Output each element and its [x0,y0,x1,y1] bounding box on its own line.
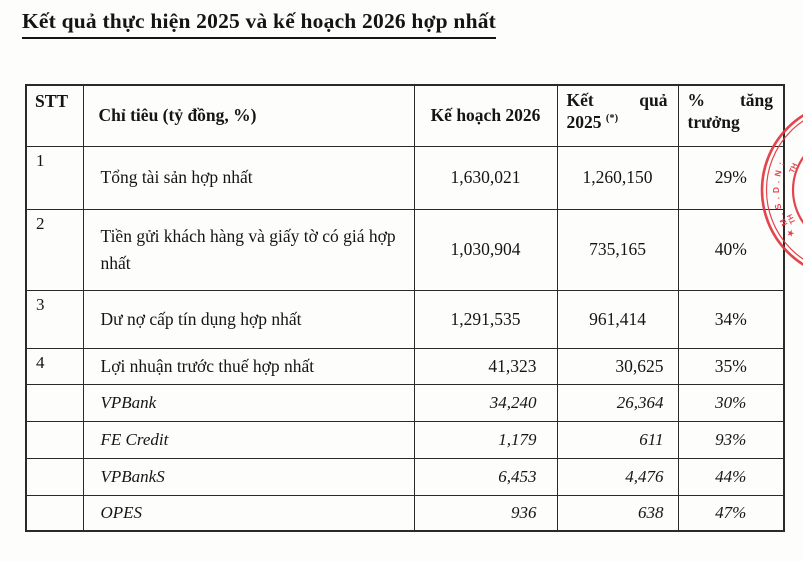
cell-growth: 35% [678,348,784,384]
cell-growth: 30% [678,384,784,421]
cell-indicator: Tiền gửi khách hàng và giấy tờ có giá hợp nhất [83,209,414,290]
cell-indicator: VPBank [83,384,414,421]
cell-stt [26,421,83,458]
cell-growth: 44% [678,458,784,495]
cell-result: 26,364 [557,384,678,421]
header-result-word1: Kết [566,90,594,110]
table-header-row [26,85,784,146]
cell-result: 638 [557,495,678,531]
cell-growth: 47% [678,495,784,531]
header-growth-word1: % [687,90,705,110]
table-row [26,458,784,495]
cell-growth: 93% [678,421,784,458]
cell-plan: 1,179 [414,421,557,458]
header-indicator: Chỉ tiêu (tỷ đồng, %) [83,85,414,146]
header-growth-word2: tăng [739,90,773,110]
cell-plan: 1,291,535 [414,290,557,348]
cell-result: 30,625 [557,348,678,384]
header-growth [678,85,784,146]
cell-plan: 1,630,021 [414,146,557,209]
cell-plan: 1,030,904 [414,209,557,290]
cell-indicator: Lợi nhuận trước thuế hợp nhất [83,348,414,384]
stamp-letter: : [775,160,787,167]
cell-result: 735,165 [557,209,678,290]
stamp-letter: . [775,211,786,218]
cell-result: 4,476 [557,458,678,495]
header-result-year: 2025 [566,112,602,132]
cell-result: 961,414 [557,290,678,348]
header-result-word2: quả [639,90,668,110]
stamp-letter: N [772,169,784,178]
cell-indicator: Tổng tài sản hợp nhất [83,146,414,209]
cell-stt [26,384,83,421]
cell-stt [26,458,83,495]
cell-growth: 40% [678,209,784,290]
stamp-letter: . [771,179,782,184]
cell-plan: 41,323 [414,348,557,384]
cell-indicator: FE Credit [83,421,414,458]
header-plan-2026: Kế hoạch 2026 [414,85,557,146]
table-row [26,146,784,209]
table-row [26,209,784,290]
cell-stt: 4 [26,348,83,384]
cell-result: 611 [557,421,678,458]
table-row [26,290,784,348]
cell-stt: 1 [26,146,83,209]
cell-stt [26,495,83,531]
header-result-2025 [557,85,678,146]
header-growth-line2: trưởng [687,112,740,132]
table-row [26,348,784,384]
stamp-inner-text: TH [785,212,798,226]
table-row [26,421,784,458]
header-result-footnote: (*) [605,113,619,125]
cell-stt: 3 [26,290,83,348]
stamp-letter: S [772,202,784,211]
cell-result: 1,260,150 [557,146,678,209]
stamp-letter: M [777,217,790,228]
stamp-inner-text: TH [787,161,800,175]
stamp-letter: D [771,186,781,194]
cell-stt: 2 [26,209,83,290]
cell-indicator: VPBankS [83,458,414,495]
cell-growth: 29% [678,146,784,209]
stamp-star-icon: ★ [784,227,797,239]
cell-plan: 6,453 [414,458,557,495]
cell-indicator: OPES [83,495,414,531]
table-row [26,495,784,531]
header-stt: STT [26,85,83,146]
page-title: Kết quả thực hiện 2025 và kế hoạch 2026 hợp nhất [22,9,496,39]
results-table [25,84,785,532]
table-row [26,384,784,421]
cell-plan: 936 [414,495,557,531]
cell-plan: 34,240 [414,384,557,421]
cell-indicator: Dư nợ cấp tín dụng hợp nhất [83,290,414,348]
cell-growth: 34% [678,290,784,348]
stamp-letter: . [771,196,782,201]
